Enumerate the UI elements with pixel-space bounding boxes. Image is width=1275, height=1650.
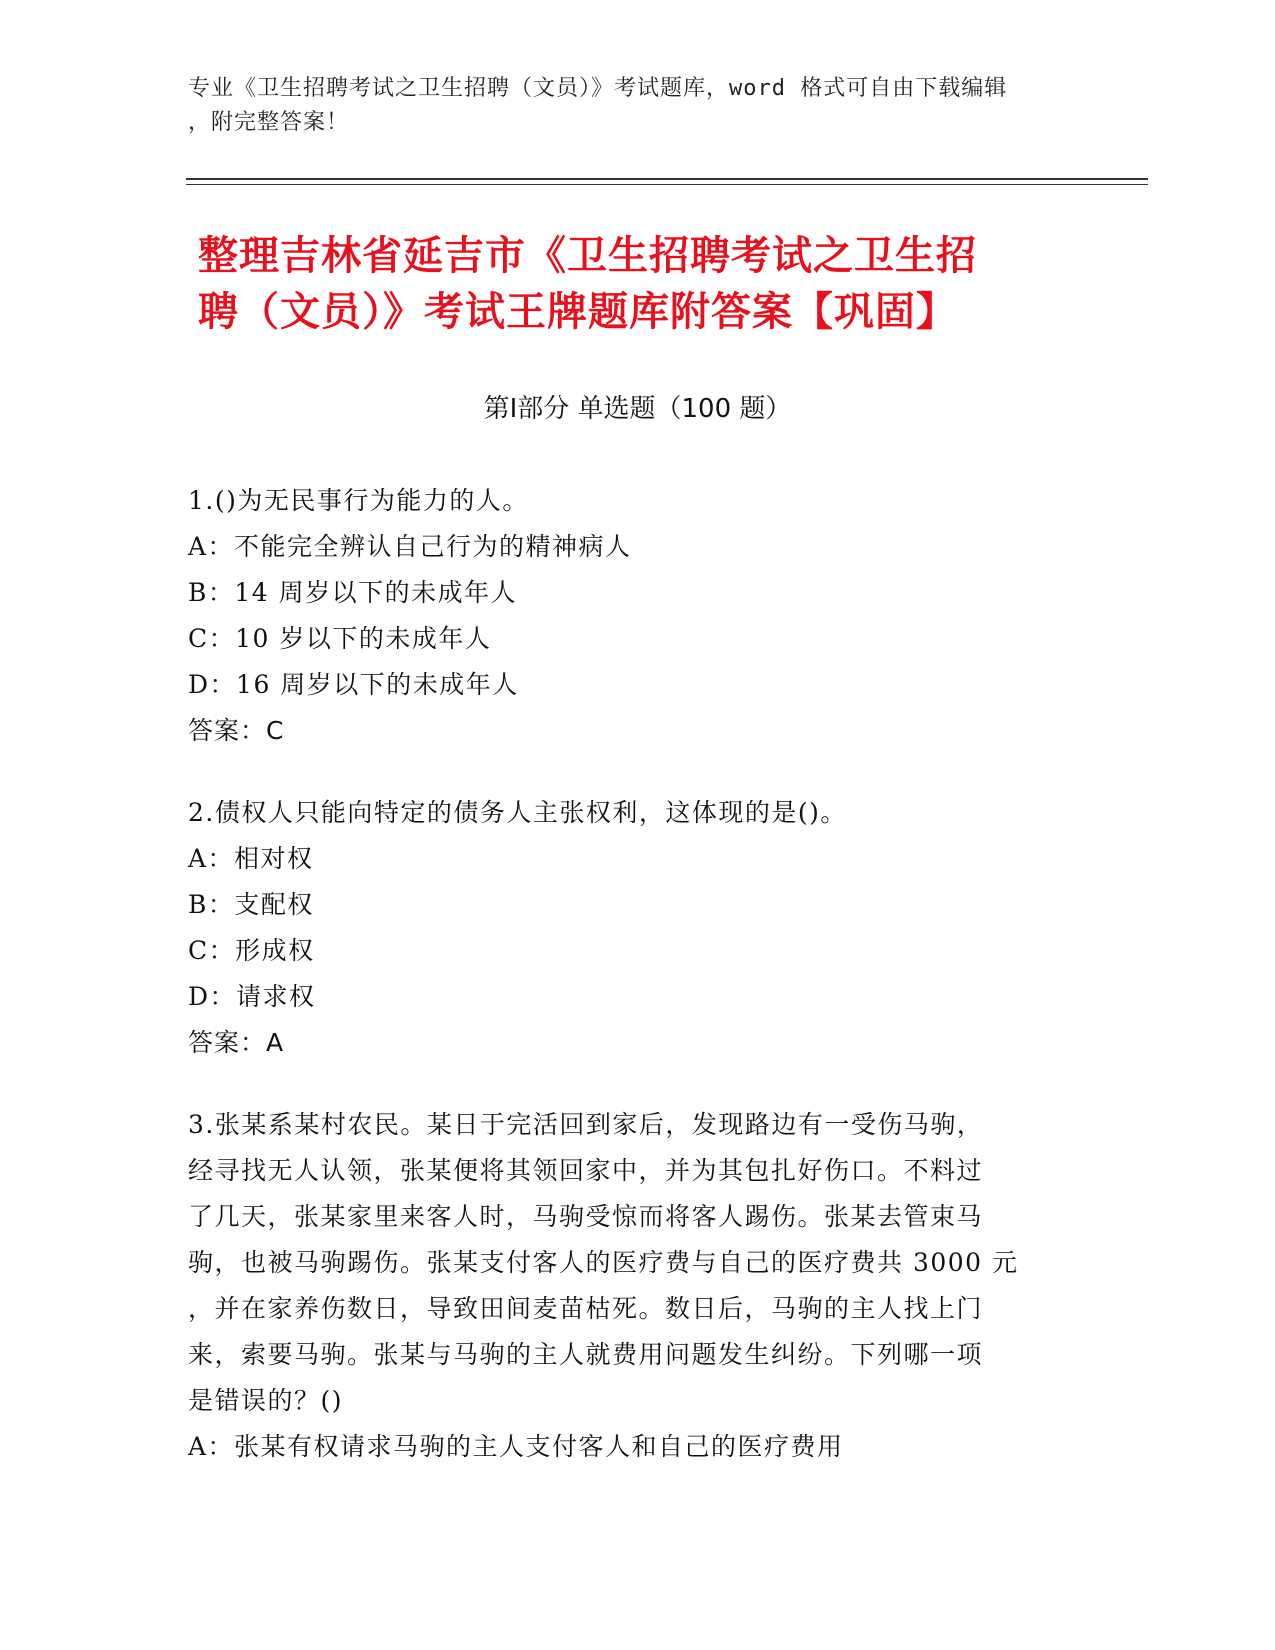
question-stem-line: 经寻找无人认领，张某便将其领回家中，并为其包扎好伤口。不料过 xyxy=(188,1156,984,1185)
question-stem-line: 3.张某系某村农民。某日于完活回到家后，发现路边有一受伤马驹， xyxy=(188,1110,984,1139)
option-a: A：不能完全辨认自己行为的精神病人 xyxy=(188,532,632,561)
question-stem-line: 了几天，张某家里来客人时，马驹受惊而将客人踢伤。张某去管束马 xyxy=(188,1202,984,1231)
header-divider-thick xyxy=(186,178,1148,180)
answer-text: 答案：C xyxy=(188,716,285,745)
option-a: A：相对权 xyxy=(188,844,314,873)
option-b: B：14 周岁以下的未成年人 xyxy=(188,578,518,607)
option-c: C：形成权 xyxy=(188,936,315,965)
question-stem-line: 驹，也被马驹踢伤。张某支付客人的医疗费与自己的医疗费共 3000 元 xyxy=(188,1248,1019,1277)
header-note xyxy=(188,72,1088,140)
answer-text: 答案：A xyxy=(188,1028,285,1057)
document-title-line-2: 聘（文员）》考试王牌题库附答案【巩固】 xyxy=(198,289,957,335)
question-item xyxy=(188,1102,1068,1470)
header-note-line-1: 专业《卫生招聘考试之卫生招聘（文员）》考试题库，word 格式可自由下载编辑 xyxy=(188,76,1008,101)
question-item xyxy=(188,790,1068,1066)
option-d: D：16 周岁以下的未成年人 xyxy=(188,670,519,699)
question-item xyxy=(188,478,1068,754)
question-list xyxy=(188,478,1068,1506)
question-stem-line: ，并在家养伤数日，导致田间麦苗枯死。数日后，马驹的主人找上门 xyxy=(188,1294,984,1323)
question-stem-line: 来，索要马驹。张某与马驹的主人就费用问题发生纠纷。下列哪一项 xyxy=(188,1340,984,1369)
document-title xyxy=(198,228,1098,340)
header-divider-thin xyxy=(186,184,1148,185)
option-a: A：张某有权请求马驹的主人支付客人和自己的医疗费用 xyxy=(188,1432,844,1461)
document-title-line-1: 整理吉林省延吉市《卫生招聘考试之卫生招 xyxy=(198,233,977,279)
section-heading: 第Ⅰ部分 单选题（100 题） xyxy=(483,394,792,424)
question-stem: 1.()为无民事行为能力的人。 xyxy=(188,486,529,515)
question-stem-line: 是错误的？() xyxy=(188,1386,344,1415)
option-b: B：支配权 xyxy=(188,890,314,919)
option-c: C：10 岁以下的未成年人 xyxy=(188,624,492,653)
header-note-line-2: ，附完整答案！ xyxy=(188,110,350,135)
option-d: D：请求权 xyxy=(188,982,316,1011)
question-stem: 2.债权人只能向特定的债务人主张权利，这体现的是()。 xyxy=(188,798,847,827)
